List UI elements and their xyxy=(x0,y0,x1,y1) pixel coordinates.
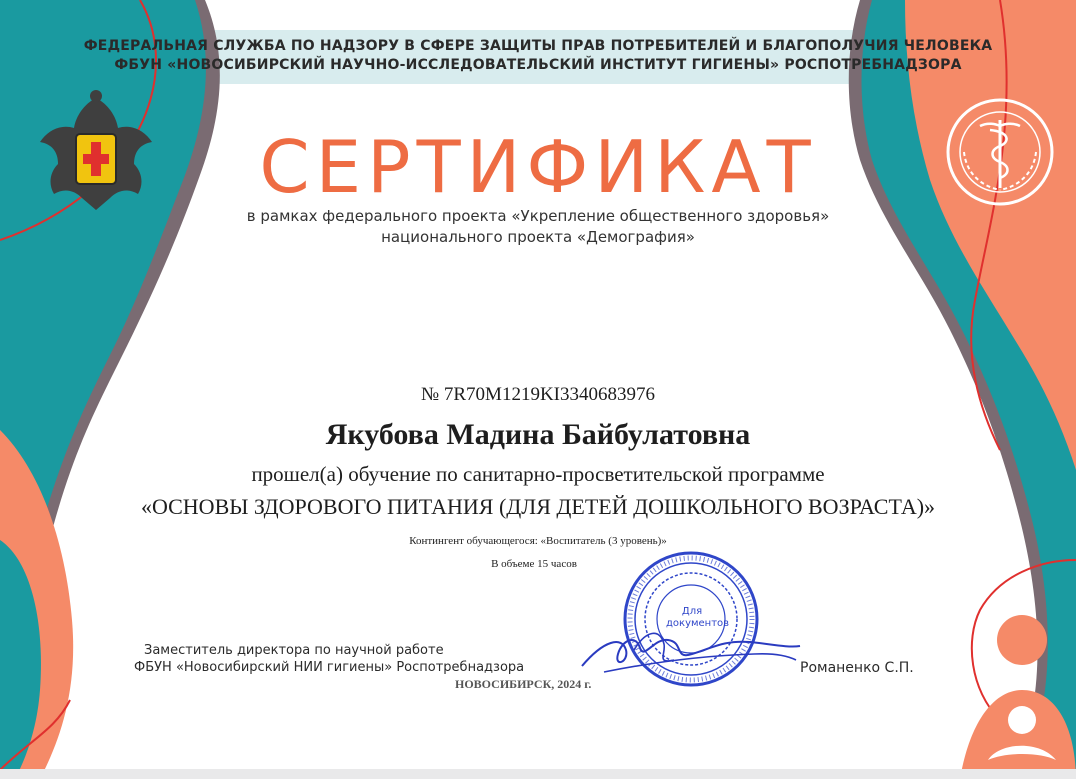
header-line-2: ФБУН «НОВОСИБИРСКИЙ НАУЧНО-ИССЛЕДОВАТЕЛЬСКИЙ ИНСТИТУТ ГИГИЕНЫ» РОСПОТРЕБНАДЗОРА xyxy=(114,57,962,73)
signatory-name: Романенко С.П. xyxy=(800,660,914,676)
subtitle-line-2: национального проекта «Демография» xyxy=(381,228,695,246)
place-and-year: НОВОСИБИРСК, 2024 г. xyxy=(455,677,592,691)
header-line-1: ФЕДЕРАЛЬНАЯ СЛУЖБА ПО НАДЗОРУ В СФЕРЕ ЗАЩИТЫ ПРАВ ПОТРЕБИТЕЛЕЙ И БЛАГОПОЛУЧИЯ ЧЕЛОВЕКА xyxy=(83,38,993,54)
certificate-title: СЕРТИФИКАТ xyxy=(259,125,817,209)
stamp-inner-text: Для документов xyxy=(666,606,730,629)
recipient-name: Якубова Мадина Байбулатовна xyxy=(325,418,751,451)
signatory-position-line-1: Заместитель директора по научной работе xyxy=(144,643,444,658)
certificate-number: № 7R70M1219KI3340683976 xyxy=(421,384,655,405)
completion-statement: прошел(а) обучение по санитарно-просветительской программе xyxy=(251,462,825,486)
subtitle-line-1: в рамках федерального проекта «Укрепление общественного здоровья» xyxy=(246,207,830,225)
student-contingent: Контингент обучающегося: «Воспитатель (3 уровень)» xyxy=(409,535,667,547)
program-title: «ОСНОВЫ ЗДОРОВОГО ПИТАНИЯ (ДЛЯ ДЕТЕЙ ДОШКОЛЬНОГО ВОЗРАСТА)» xyxy=(140,494,936,519)
signatory-position-line-2: ФБУН «Новосибирский НИИ гигиены» Роспотребнадзора xyxy=(134,660,525,675)
handwritten-signature-icon xyxy=(574,620,804,684)
course-volume: В объеме 15 часов xyxy=(491,558,577,570)
